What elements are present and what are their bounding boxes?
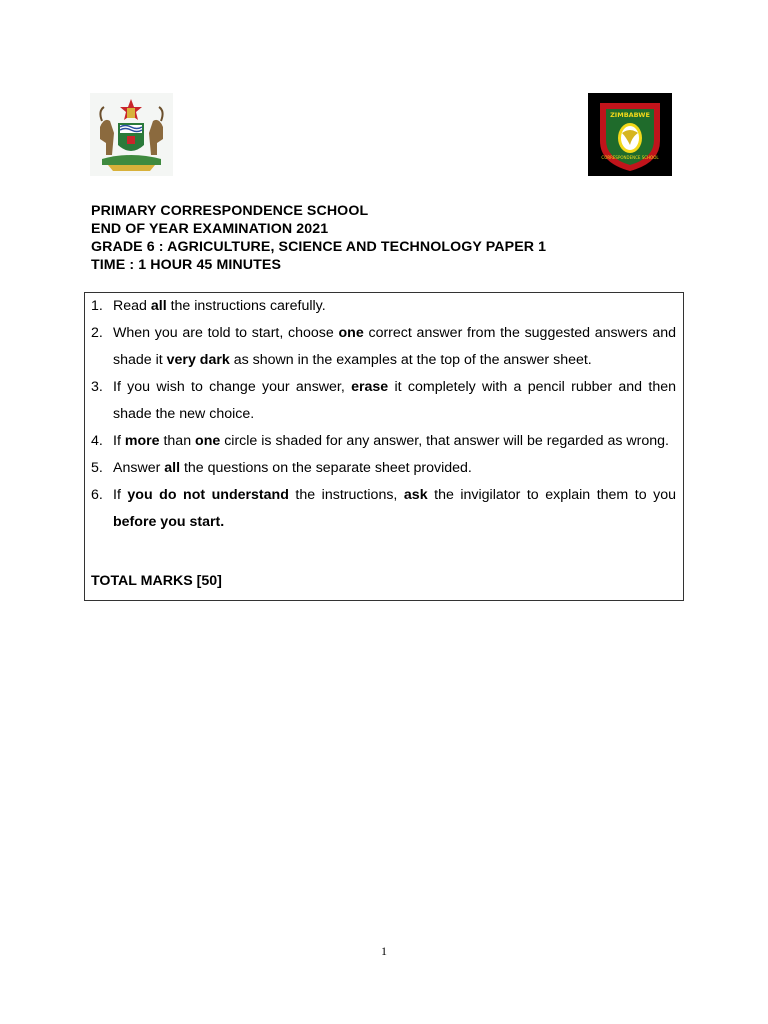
instruction-text	[113, 428, 676, 455]
instruction-text	[113, 374, 676, 428]
exam-time: TIME : 1 HOUR 45 MINUTES	[91, 257, 282, 273]
instruction-item	[85, 428, 683, 455]
instruction-segment: Read	[113, 298, 151, 314]
instruction-segment: Answer	[113, 460, 165, 476]
instruction-item	[85, 482, 683, 536]
instruction-text	[113, 293, 676, 320]
instruction-emphasis: ask	[403, 487, 428, 503]
instruction-emphasis: before you start.	[113, 514, 225, 530]
instruction-segment: as shown in the examples at the top of the answer sheet.	[229, 352, 592, 368]
instruction-segment: When you are told to start, choose	[113, 325, 339, 341]
total-marks: TOTAL MARKS [50]	[91, 573, 222, 589]
instruction-number: 1.	[91, 298, 103, 314]
coat-of-arms-logo	[90, 93, 173, 176]
instruction-number: 4.	[91, 433, 103, 449]
instruction-item	[85, 374, 683, 428]
instruction-segment: the instructions,	[288, 487, 404, 503]
instruction-segment: than	[159, 433, 196, 449]
instruction-emphasis: erase	[351, 379, 389, 395]
svg-text:ZIMBABWE: ZIMBABWE	[610, 111, 650, 119]
instruction-number: 6.	[91, 487, 103, 503]
instruction-segment: circle is shaded for any answer, that answer will be regarded as wrong.	[220, 433, 669, 449]
instruction-emphasis: more	[124, 433, 160, 449]
school-name: PRIMARY CORRESPONDENCE SCHOOL	[91, 203, 369, 219]
instruction-segment: correct answer from the suggested answers and shade it	[113, 325, 676, 368]
exam-title: END OF YEAR EXAMINATION 2021	[91, 221, 329, 237]
instruction-segment: the invigilator to explain them to you	[427, 487, 677, 503]
instruction-number: 5.	[91, 460, 103, 476]
instruction-text	[113, 320, 676, 374]
instruction-text	[113, 482, 676, 536]
grade-subject: GRADE 6 : AGRICULTURE, SCIENCE AND TECHNOLOGY PAPER 1	[91, 239, 547, 255]
instruction-emphasis: one	[195, 433, 221, 449]
instruction-number: 3.	[91, 379, 103, 395]
instruction-emphasis: very dark	[166, 352, 230, 368]
instructions-box	[84, 292, 684, 601]
page-number: 1	[381, 944, 387, 958]
instruction-emphasis: all	[150, 298, 167, 314]
instruction-text	[113, 455, 676, 482]
instruction-segment: it completely with a pencil rubber and then shade the new choice.	[113, 379, 676, 422]
instruction-item	[85, 320, 683, 374]
instruction-segment: If you wish to change your answer,	[113, 379, 352, 395]
instruction-segment: the questions on the separate sheet provided.	[180, 460, 472, 476]
instructions-list	[85, 293, 683, 536]
instruction-segment: the instructions carefully.	[166, 298, 326, 314]
instruction-number: 2.	[91, 325, 103, 341]
exam-header	[91, 202, 651, 274]
svg-text:CORRESPONDENCE SCHOOL: CORRESPONDENCE SCHOOL	[601, 155, 659, 160]
instruction-segment: If	[113, 487, 128, 503]
instruction-item	[85, 455, 683, 482]
instruction-emphasis: all	[164, 460, 181, 476]
instruction-segment: If	[113, 433, 125, 449]
instruction-item	[85, 293, 683, 320]
school-badge-logo	[588, 93, 672, 176]
instruction-emphasis: one	[338, 325, 364, 341]
instruction-emphasis: you do not understand	[127, 487, 289, 503]
